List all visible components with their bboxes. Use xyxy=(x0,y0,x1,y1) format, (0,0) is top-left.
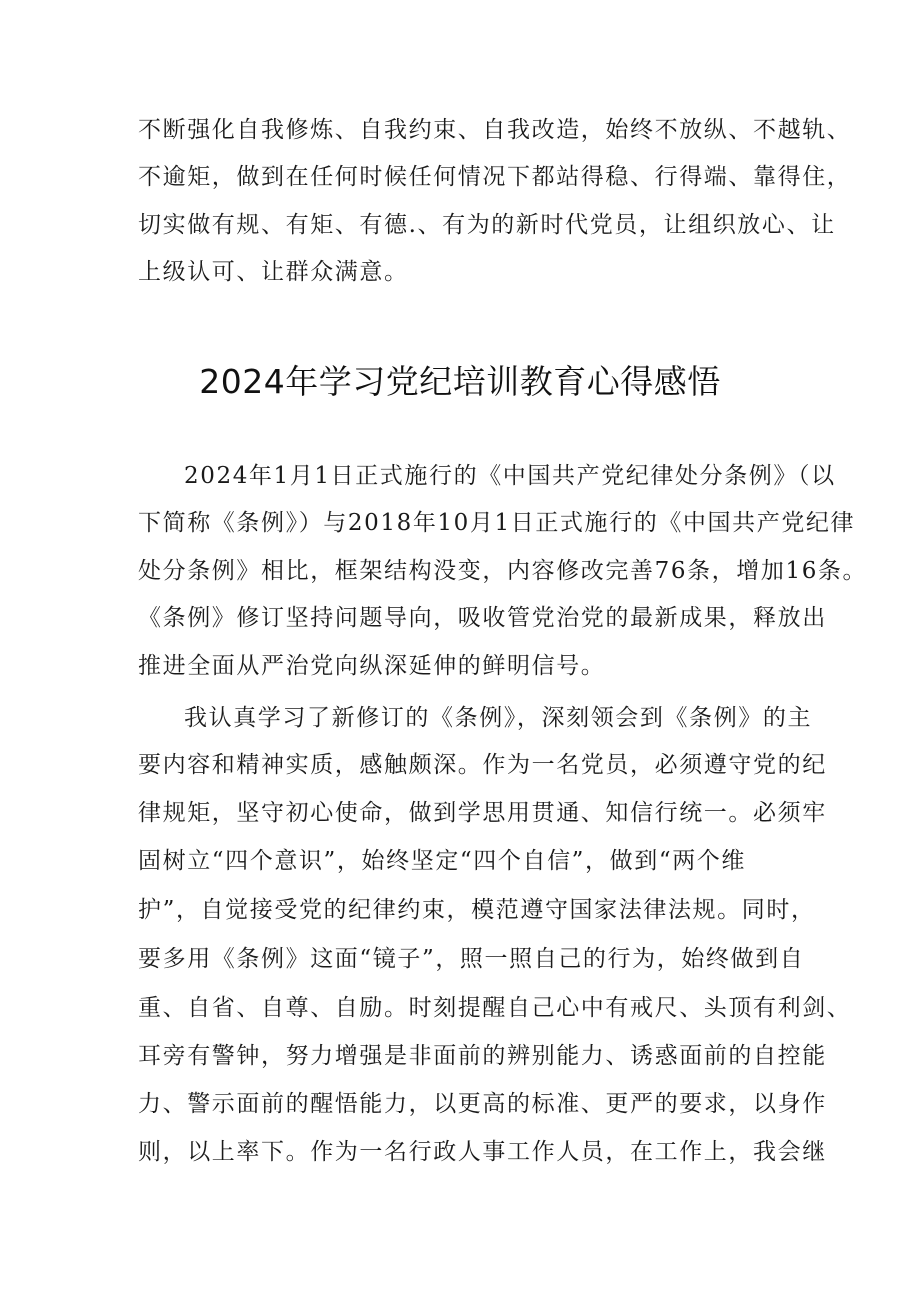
text-line: 耳旁有警钟，努力增强是非面前的辨别能力、诱惑面前的自控能 xyxy=(138,1043,827,1069)
text-line: 力、警示面前的醒悟能力，以更高的标准、更严的要求，以身作 xyxy=(138,1091,827,1117)
text-line: 要内容和精神实质，感触颇深。作为一名党员，必须遵守党的纪 xyxy=(138,752,827,778)
text-line: 固树立“四个意识”，始终坚定“四个自信”，做到“两个维 xyxy=(138,848,746,874)
text-line: 不逾矩，做到在任何时候任何情况下都站得稳、行得端、靠得住， xyxy=(138,164,852,190)
text-line: 推进全面从严治党向纵深延伸的鲜明信号。 xyxy=(138,653,606,679)
text-line: 下简称《条例》）与2018年10月1日正式施行的《中国共产党纪律 xyxy=(138,510,856,536)
text-line: 我认真学习了新修订的《条例》，深刻领会到《条例》的主 xyxy=(184,705,813,731)
text-line: 律规矩，坚守初心使命，做到学思用贯通、知信行统一。必须牢 xyxy=(138,800,827,826)
text-line: 要多用《条例》这面“镜子”，照一照自己的行为，始终做到自 xyxy=(138,946,805,972)
text-line: 则，以上率下。作为一名行政人事工作人员，在工作上，我会继 xyxy=(138,1139,827,1165)
text-line: 《条例》修订坚持问题导向，吸收管党治党的最新成果，释放出 xyxy=(138,605,827,631)
text-line: 护”，自觉接受党的纪律约束，模范遵守国家法律法规。同时， xyxy=(138,897,816,923)
article-title: 2024年学习党纪培训教育心得感悟 xyxy=(199,362,721,401)
text-line: 不断强化自我修炼、自我约束、自我改造，始终不放纵、不越轨、 xyxy=(138,117,852,143)
text-line: 上级认可、让群众满意。 xyxy=(138,259,409,285)
text-line: 处分条例》相比，框架结构没变，内容修改完善76条，增加16条。 xyxy=(138,558,868,584)
text-line: 切实做有规、有矩、有德.、有为的新时代党员，让组织放心、让 xyxy=(138,212,836,238)
text-line: 重、自省、自尊、自励。时刻提醒自己心中有戒尺、头顶有利剑、 xyxy=(138,995,852,1021)
text-line: 2024年1月1日正式施行的《中国共产党纪律处分条例》（以 xyxy=(184,463,836,489)
